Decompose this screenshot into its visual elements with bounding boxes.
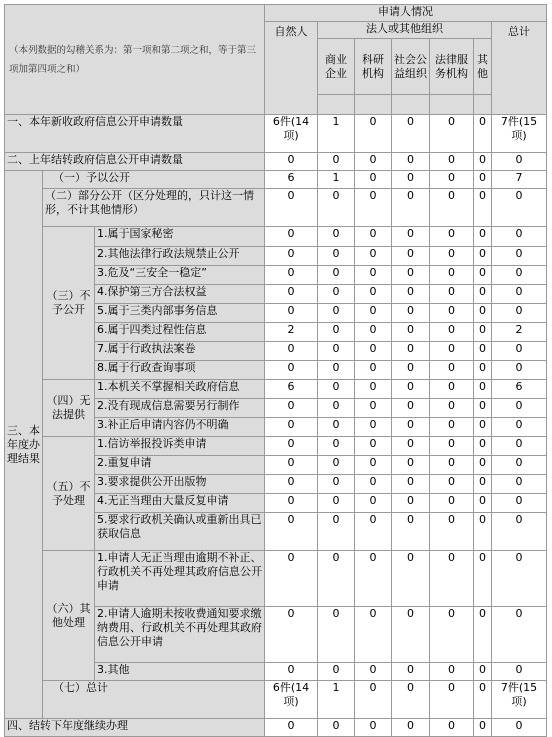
row4-value: 0 bbox=[265, 719, 318, 737]
g6-item-1-value: 0 bbox=[318, 607, 355, 663]
g3-item-0-value: 0 bbox=[492, 227, 547, 247]
g4-item-2-value: 0 bbox=[355, 418, 392, 437]
g5-item-2-value: 0 bbox=[492, 475, 547, 494]
g6-label: （六）其他处理 bbox=[43, 551, 95, 681]
g6-item-0-value: 0 bbox=[430, 551, 474, 607]
g3-item-3-value: 0 bbox=[318, 285, 355, 304]
row1-value: 0 bbox=[355, 115, 392, 153]
g3-item-7-value: 0 bbox=[392, 361, 430, 380]
g5-item-2-value: 0 bbox=[265, 475, 318, 494]
g7-value: 0 bbox=[355, 681, 392, 719]
group-label: （一）予以公开 bbox=[43, 171, 265, 189]
g5-item-1-value: 0 bbox=[392, 456, 430, 475]
g1-value: 0 bbox=[430, 171, 474, 189]
g3-item-6-value: 0 bbox=[265, 342, 318, 361]
g3-item-6-value: 0 bbox=[318, 342, 355, 361]
g3-item-3-value: 0 bbox=[474, 285, 492, 304]
g5-item-1-value: 0 bbox=[430, 456, 474, 475]
g3-item-2-value: 0 bbox=[492, 266, 547, 285]
g5-item-3-value: 0 bbox=[474, 494, 492, 513]
g6-item-2-value: 0 bbox=[474, 663, 492, 681]
g5-item-0-value: 0 bbox=[492, 437, 547, 456]
header-total: 总计 bbox=[492, 22, 547, 115]
g3-item-7-value: 0 bbox=[265, 361, 318, 380]
item-label: 1.属于国家秘密 bbox=[95, 227, 265, 247]
row4-value: 0 bbox=[430, 719, 474, 737]
disclosure-table bbox=[4, 4, 547, 737]
g4-item-0-value: 0 bbox=[318, 380, 355, 399]
g7-value: 0 bbox=[392, 681, 430, 719]
g2-value: 0 bbox=[474, 189, 492, 227]
g6-item bbox=[5, 551, 547, 607]
g6-item-0-value: 0 bbox=[474, 551, 492, 607]
g3-item-7-value: 0 bbox=[318, 361, 355, 380]
g1-value: 0 bbox=[474, 171, 492, 189]
item-label: 1.信访举报投诉类申请 bbox=[95, 437, 265, 456]
row2-value: 0 bbox=[318, 153, 355, 171]
g6-item-0-value: 0 bbox=[265, 551, 318, 607]
group-label: （七）总计 bbox=[43, 681, 265, 719]
g3-item-3-value: 0 bbox=[430, 285, 474, 304]
g5-item-4-value: 0 bbox=[392, 513, 430, 551]
g5-item-0-value: 0 bbox=[474, 437, 492, 456]
row1-value: 1 bbox=[318, 115, 355, 153]
g3-item-4-value: 0 bbox=[474, 304, 492, 323]
g3-item-0-value: 0 bbox=[355, 227, 392, 247]
g2-value: 0 bbox=[430, 189, 474, 227]
g5-item-2-value: 0 bbox=[355, 475, 392, 494]
g4-item-0-value: 0 bbox=[355, 380, 392, 399]
item-label: 5.要求行政机关确认或重新出具已获取信息 bbox=[95, 513, 265, 551]
header-research: 科研机构 bbox=[355, 39, 392, 95]
g5-item-3-value: 0 bbox=[355, 494, 392, 513]
g5-item-3-value: 0 bbox=[492, 494, 547, 513]
item-label: 4.保护第三方合法权益 bbox=[95, 285, 265, 304]
row-label: 一、本年新收政府信息公开申请数量 bbox=[5, 115, 265, 153]
g3-item-3-value: 0 bbox=[265, 285, 318, 304]
g5-item-3-value: 0 bbox=[265, 494, 318, 513]
header-natural: 自然人 bbox=[265, 22, 318, 115]
g4-item bbox=[5, 380, 547, 399]
row2-value: 0 bbox=[492, 153, 547, 171]
g3-item-4-value: 0 bbox=[265, 304, 318, 323]
item-label: 3.危及“三安全一稳定” bbox=[95, 266, 265, 285]
g3-item-2-value: 0 bbox=[265, 266, 318, 285]
g5-label: （五）不予处理 bbox=[43, 437, 95, 551]
g3-item-1-value: 0 bbox=[392, 247, 430, 266]
g3-item-3-value: 0 bbox=[355, 285, 392, 304]
g2-value: 0 bbox=[492, 189, 547, 227]
g1-value: 6 bbox=[265, 171, 318, 189]
header-other: 其他 bbox=[474, 39, 492, 95]
g5-item-2-value: 0 bbox=[474, 475, 492, 494]
g6-item-0-value: 0 bbox=[492, 551, 547, 607]
g4-item-2-value: 0 bbox=[430, 418, 474, 437]
item-label: 8.属于行政查询事项 bbox=[95, 361, 265, 380]
g1-value: 0 bbox=[355, 171, 392, 189]
g3-item-0-value: 0 bbox=[474, 227, 492, 247]
row-new-requests bbox=[5, 115, 547, 153]
item-label: 1.本机关不掌握相关政府信息 bbox=[95, 380, 265, 399]
g3-item-5-value: 0 bbox=[392, 323, 430, 342]
item-label: 1.申请人无正当理由逾期不补正、行政机关不再处理其政府信息公开申请 bbox=[95, 551, 265, 607]
item-label: 2.申请人逾期未按收费通知要求缴纳费用、行政机关不再处理其政府信息公开申请 bbox=[95, 607, 265, 663]
g3-item-1-value: 0 bbox=[265, 247, 318, 266]
section3-label: 三、本年度办理结果 bbox=[5, 171, 43, 719]
g4-item-1-value: 0 bbox=[492, 399, 547, 418]
g5-item-0-value: 0 bbox=[265, 437, 318, 456]
g6-item-2-value: 0 bbox=[265, 663, 318, 681]
g3-item-6-value: 0 bbox=[492, 342, 547, 361]
g5-item-2-value: 0 bbox=[318, 475, 355, 494]
g3-item-6-value: 0 bbox=[474, 342, 492, 361]
g6-item-2-value: 0 bbox=[492, 663, 547, 681]
g3-item-2-value: 0 bbox=[392, 266, 430, 285]
row4-value: 0 bbox=[492, 719, 547, 737]
row4-value: 0 bbox=[318, 719, 355, 737]
g6-item-2-value: 0 bbox=[430, 663, 474, 681]
g4-item-2-value: 0 bbox=[492, 418, 547, 437]
g4-item-0-value: 0 bbox=[392, 380, 430, 399]
row-carried-over bbox=[5, 153, 547, 171]
g5-item-2-value: 0 bbox=[392, 475, 430, 494]
g3-item-6-value: 0 bbox=[430, 342, 474, 361]
g3-item-2-value: 0 bbox=[474, 266, 492, 285]
g4-item-0-value: 6 bbox=[265, 380, 318, 399]
g3-item-0-value: 0 bbox=[430, 227, 474, 247]
g7-value: 1 bbox=[318, 681, 355, 719]
row2-value: 0 bbox=[430, 153, 474, 171]
g3-item-5-value: 0 bbox=[318, 323, 355, 342]
g4-item-2-value: 0 bbox=[474, 418, 492, 437]
g3-item-7-value: 0 bbox=[355, 361, 392, 380]
g3-item-5-value: 2 bbox=[492, 323, 547, 342]
item-label: 4.无正当理由大量反复申请 bbox=[95, 494, 265, 513]
g4-item-1-value: 0 bbox=[392, 399, 430, 418]
g6-item-2-value: 0 bbox=[392, 663, 430, 681]
g5-item-1-value: 0 bbox=[474, 456, 492, 475]
g3-item-0-value: 0 bbox=[318, 227, 355, 247]
g5-item-2-value: 0 bbox=[430, 475, 474, 494]
g4-item-0-value: 0 bbox=[474, 380, 492, 399]
g3-item-6-value: 0 bbox=[355, 342, 392, 361]
g4-item-1-value: 0 bbox=[474, 399, 492, 418]
g3-item-7-value: 0 bbox=[474, 361, 492, 380]
g2-value: 0 bbox=[355, 189, 392, 227]
row4-value: 0 bbox=[474, 719, 492, 737]
g3-item-5-value: 2 bbox=[265, 323, 318, 342]
g5-item-4-value: 0 bbox=[492, 513, 547, 551]
g4-item-2-value: 0 bbox=[318, 418, 355, 437]
g3-item-7-value: 0 bbox=[430, 361, 474, 380]
header-legal-group: 法人或其他组织 bbox=[318, 22, 492, 39]
g4-item-1-value: 0 bbox=[430, 399, 474, 418]
row2-value: 0 bbox=[392, 153, 430, 171]
g6-item-1-value: 0 bbox=[355, 607, 392, 663]
g6-item-0-value: 0 bbox=[318, 551, 355, 607]
g3-item-0-value: 0 bbox=[392, 227, 430, 247]
g3-item-5-value: 0 bbox=[430, 323, 474, 342]
g3-item-6-value: 0 bbox=[392, 342, 430, 361]
row-carry-forward bbox=[5, 719, 547, 737]
g4-item-0-value: 0 bbox=[430, 380, 474, 399]
item-label: 6.属于四类过程性信息 bbox=[95, 323, 265, 342]
g5-item-0-value: 0 bbox=[392, 437, 430, 456]
g3-item-4-value: 0 bbox=[318, 304, 355, 323]
row-g7 bbox=[5, 681, 547, 719]
item-label: 5.属于三类内部事务信息 bbox=[95, 304, 265, 323]
item-label: 2.其他法律行政法规禁止公开 bbox=[95, 247, 265, 266]
row2-value: 0 bbox=[355, 153, 392, 171]
g6-item-1-value: 0 bbox=[392, 607, 430, 663]
group-label: （二）部分公开（区分处理的，只计这一情形，不计其他情形） bbox=[43, 189, 265, 227]
item-label: 2.没有现成信息需要另行制作 bbox=[95, 399, 265, 418]
g5-item-4-value: 0 bbox=[355, 513, 392, 551]
header-law: 法律服务机构 bbox=[430, 39, 474, 95]
g6-item-2-value: 0 bbox=[355, 663, 392, 681]
g4-item-1-value: 0 bbox=[355, 399, 392, 418]
g2-value: 0 bbox=[265, 189, 318, 227]
g3-item-1-value: 0 bbox=[492, 247, 547, 266]
row-label: 四、结转下年度继续办理 bbox=[5, 719, 265, 737]
g7-value: 7件(15项) bbox=[492, 681, 547, 719]
g1-value: 0 bbox=[392, 171, 430, 189]
g6-item-1-value: 0 bbox=[492, 607, 547, 663]
g4-item-2-value: 0 bbox=[392, 418, 430, 437]
row1-value: 0 bbox=[474, 115, 492, 153]
g4-label: （四）无法提供 bbox=[43, 380, 95, 437]
g4-item-0-value: 6 bbox=[492, 380, 547, 399]
g3-item-4-value: 0 bbox=[430, 304, 474, 323]
g5-item-3-value: 0 bbox=[318, 494, 355, 513]
g1-value: 7 bbox=[492, 171, 547, 189]
g5-item-0-value: 0 bbox=[355, 437, 392, 456]
g4-item-2-value: 0 bbox=[265, 418, 318, 437]
g5-item-0-value: 0 bbox=[430, 437, 474, 456]
g6-item-1-value: 0 bbox=[474, 607, 492, 663]
g3-item bbox=[5, 227, 547, 247]
g5-item-3-value: 0 bbox=[430, 494, 474, 513]
item-label: 2.重复申请 bbox=[95, 456, 265, 475]
g3-item-1-value: 0 bbox=[318, 247, 355, 266]
g5-item-1-value: 0 bbox=[492, 456, 547, 475]
g3-item-1-value: 0 bbox=[355, 247, 392, 266]
g3-item-2-value: 0 bbox=[430, 266, 474, 285]
g5-item-1-value: 0 bbox=[265, 456, 318, 475]
g5-item-4-value: 0 bbox=[474, 513, 492, 551]
g5-item-3-value: 0 bbox=[392, 494, 430, 513]
row1-value: 0 bbox=[392, 115, 430, 153]
g3-item-0-value: 0 bbox=[265, 227, 318, 247]
g5-item bbox=[5, 437, 547, 456]
row4-value: 0 bbox=[355, 719, 392, 737]
g3-item-1-value: 0 bbox=[474, 247, 492, 266]
row2-value: 0 bbox=[474, 153, 492, 171]
g5-item-0-value: 0 bbox=[318, 437, 355, 456]
g7-value: 0 bbox=[474, 681, 492, 719]
header-social: 社会公益组织 bbox=[392, 39, 430, 95]
header-note: （本列数据的勾稽关系为：第一项和第二项之和，等于第三项加第四项之和） bbox=[5, 5, 265, 115]
g2-value: 0 bbox=[392, 189, 430, 227]
g3-item-5-value: 0 bbox=[355, 323, 392, 342]
g5-item-4-value: 0 bbox=[265, 513, 318, 551]
g3-item-3-value: 0 bbox=[392, 285, 430, 304]
g6-item-1-value: 0 bbox=[265, 607, 318, 663]
header-commercial: 商业企业 bbox=[318, 39, 355, 95]
row4-value: 0 bbox=[392, 719, 430, 737]
g3-item-3-value: 0 bbox=[492, 285, 547, 304]
item-label: 3.补正后申请内容仍不明确 bbox=[95, 418, 265, 437]
g3-item-5-value: 0 bbox=[474, 323, 492, 342]
g6-item-2-value: 0 bbox=[318, 663, 355, 681]
g5-item-1-value: 0 bbox=[318, 456, 355, 475]
g5-item-4-value: 0 bbox=[318, 513, 355, 551]
row-g1 bbox=[5, 171, 547, 189]
row1-value: 0 bbox=[430, 115, 474, 153]
row2-value: 0 bbox=[265, 153, 318, 171]
row-label: 二、上年结转政府信息公开申请数量 bbox=[5, 153, 265, 171]
g3-item-4-value: 0 bbox=[492, 304, 547, 323]
g7-value: 0 bbox=[430, 681, 474, 719]
g6-item-1-value: 0 bbox=[430, 607, 474, 663]
row1-value: 7件(15项) bbox=[492, 115, 547, 153]
g3-item-4-value: 0 bbox=[355, 304, 392, 323]
g2-value: 0 bbox=[318, 189, 355, 227]
item-label: 3.要求提供公开出版物 bbox=[95, 475, 265, 494]
g3-item-2-value: 0 bbox=[355, 266, 392, 285]
g1-value: 1 bbox=[318, 171, 355, 189]
g7-value: 6件(14项) bbox=[265, 681, 318, 719]
g4-item-1-value: 0 bbox=[318, 399, 355, 418]
header-applicant: 申请人情况 bbox=[265, 5, 547, 22]
g3-item-1-value: 0 bbox=[430, 247, 474, 266]
g5-item-1-value: 0 bbox=[355, 456, 392, 475]
g5-item-4-value: 0 bbox=[430, 513, 474, 551]
item-label: 7.属于行政执法案卷 bbox=[95, 342, 265, 361]
item-label: 3.其他 bbox=[95, 663, 265, 681]
row1-value: 6件(14项) bbox=[265, 115, 318, 153]
g3-item-2-value: 0 bbox=[318, 266, 355, 285]
g4-item-1-value: 0 bbox=[265, 399, 318, 418]
g6-item-0-value: 0 bbox=[392, 551, 430, 607]
g3-label: （三）不予公开 bbox=[43, 227, 95, 380]
row-g2 bbox=[5, 189, 547, 227]
g6-item-0-value: 0 bbox=[355, 551, 392, 607]
g3-item-4-value: 0 bbox=[392, 304, 430, 323]
g3-item-7-value: 0 bbox=[492, 361, 547, 380]
